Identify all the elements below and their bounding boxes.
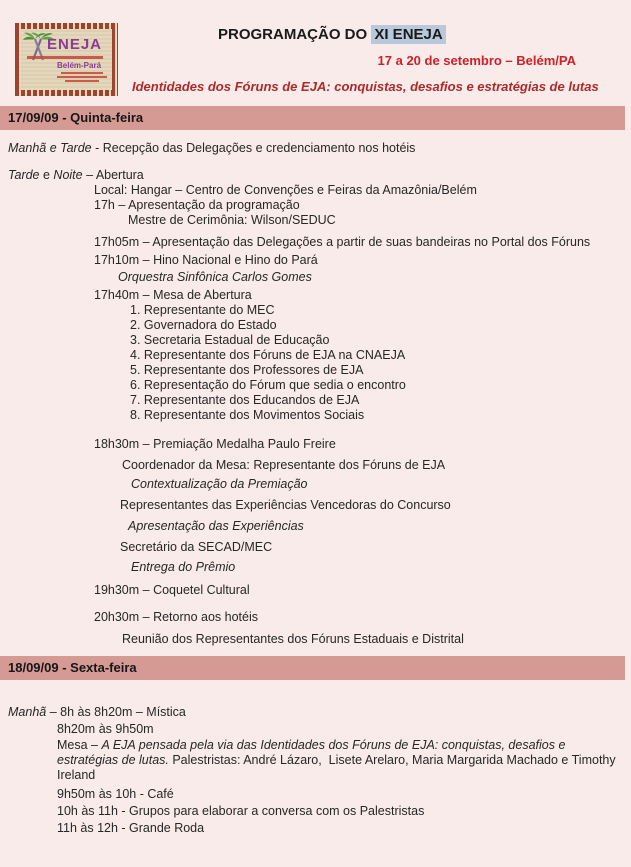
event-theme: Identidades dos Fóruns de EJA: conquistas, desafios e estratégias de lutas: [132, 79, 599, 94]
schedule-line: [130, 378, 631, 393]
schedule-text: 6. Representação do Fórum que sedia o encontro: [130, 378, 406, 392]
schedule-line: [94, 288, 631, 303]
schedule-line: [57, 804, 631, 819]
schedule-text: 5. Representante dos Professores de EJA: [130, 363, 364, 377]
schedule-text-italic: Manhã e Tarde: [8, 141, 92, 155]
schedule-line: [94, 198, 631, 213]
schedule-line: [94, 235, 631, 250]
section-heading: 18/09/09 - Sexta-feira: [0, 656, 625, 680]
schedule-text: 8h20m às 9h50m: [57, 722, 154, 736]
schedule-line: [94, 183, 631, 198]
schedule-text: 17h10m – Hino Nacional e Hino do Pará: [94, 253, 318, 267]
schedule-text: 4. Representante dos Fóruns de EJA na CNAEJA: [130, 348, 406, 362]
schedule-line: [122, 458, 631, 473]
event-date: 17 a 20 de setembro – Belém/PA: [377, 53, 576, 68]
schedule-line: [130, 393, 631, 408]
schedule-text: – 8h às 8h20m – Mística: [46, 705, 186, 719]
title-highlighted-selection: XI ENEJA: [371, 25, 445, 44]
schedule-text: 19h30m – Coquetel Cultural: [94, 583, 250, 597]
schedule-text: – Abertura: [82, 168, 144, 182]
schedule-text-italic: Tarde: [8, 168, 40, 182]
schedule-text: Palestristas: André Lázaro, Lisete Arelaro, Maria Margarida Machado e Timothy Ireland: [57, 753, 620, 782]
eneja-logo-inner: [21, 29, 112, 90]
schedule-text: Reunião dos Representantes dos Fóruns Estaduais e Distrital: [122, 632, 464, 646]
schedule-line: [131, 477, 631, 492]
schedule-line: [130, 303, 631, 318]
page-title: [218, 26, 446, 43]
schedule-line: [8, 705, 631, 720]
schedule-line: [120, 540, 631, 555]
schedule-text: e: [39, 168, 54, 182]
schedule-text: 17h05m – Apresentação das Delegações a partir de suas bandeiras no Portal dos Fóruns: [94, 235, 591, 249]
schedule-line: [94, 253, 631, 268]
schedule-text: Secretário da SECAD/MEC: [120, 540, 273, 554]
schedule-line: [120, 498, 631, 513]
schedule-line: [130, 348, 631, 363]
section-heading: 17/09/09 - Quinta-feira: [0, 106, 625, 130]
schedule-text: 20h30m – Retorno aos hotéis: [94, 610, 258, 624]
schedule-line: [130, 333, 631, 348]
schedule-text: 3. Secretaria Estadual de Educação: [130, 333, 330, 347]
schedule-line: [131, 560, 631, 575]
logo-title: ENEJA: [47, 36, 103, 53]
logo-smalltext-strip: [57, 76, 107, 78]
schedule-text: 9h50m às 10h - Café: [57, 787, 174, 801]
schedule-text: 7. Representante dos Educandos de EJA: [130, 393, 360, 407]
schedule-line: [130, 363, 631, 378]
logo-smalltext-strip: [27, 56, 103, 59]
schedule-text-italic: Noite: [53, 168, 83, 182]
title-prefix: PROGRAMAÇÃO DO: [218, 26, 372, 43]
eneja-logo: [15, 23, 118, 96]
schedule-line: [57, 722, 631, 737]
schedule-text: Coordenador da Mesa: Representante dos Fóruns de EJA: [122, 458, 446, 472]
schedule-text: 8. Representante dos Movimentos Sociais: [130, 408, 365, 422]
schedule-line: [128, 519, 631, 534]
schedule: [0, 106, 631, 836]
schedule-line: [57, 738, 619, 783]
schedule-text-italic: Manhã: [8, 705, 47, 719]
schedule-text-italic: Apresentação das Experiências: [128, 519, 304, 533]
schedule-line: [8, 168, 631, 183]
schedule-line: [57, 821, 631, 836]
schedule-text: Mestre de Cerimônia: Wilson/SEDUC: [128, 213, 336, 227]
schedule-text: Representantes das Experiências Vencedoras do Concurso: [120, 498, 451, 512]
schedule-line: [122, 632, 631, 647]
schedule-text: 17h – Apresentação da programação: [94, 198, 300, 212]
schedule-text-italic: A EJA pensada pela via das Identidades dos Fóruns de EJA: conquistas, desafios e estratégias de lutas.: [57, 738, 569, 767]
schedule-text: 2. Governadora do Estado: [130, 318, 277, 332]
schedule-text: 18h30m – Premiação Medalha Paulo Freire: [94, 437, 336, 451]
schedule-text-italic: Contextualização da Premiação: [131, 477, 308, 491]
schedule-text-italic: Orquestra Sinfônica Carlos Gomes: [118, 270, 312, 284]
schedule-line: [130, 318, 631, 333]
header: [0, 0, 631, 106]
schedule-text: - Recepção das Delegações e credenciamento nos hotéis: [91, 141, 416, 155]
schedule-text: 11h às 12h - Grande Roda: [57, 821, 205, 835]
schedule-line: [94, 437, 631, 452]
schedule-text: 17h40m – Mesa de Abertura: [94, 288, 252, 302]
schedule-text: 10h às 11h - Grupos para elaborar a conversa com os Palestristas: [57, 804, 425, 818]
schedule-line: [57, 787, 631, 802]
schedule-text: Local: Hangar – Centro de Convenções e Feiras da Amazônia/Belém: [94, 183, 477, 197]
schedule-line: [94, 583, 631, 598]
logo-location: Belém-Pará: [57, 61, 102, 70]
schedule-line: [130, 408, 631, 423]
logo-smalltext-strip: [65, 80, 99, 82]
schedule-line: [94, 610, 631, 625]
schedule-text: Mesa –: [57, 738, 102, 752]
schedule-text: 1. Representante do MEC: [130, 303, 275, 317]
schedule-line: [128, 213, 631, 228]
schedule-line: [118, 270, 631, 285]
schedule-text-italic: Entrega do Prêmio: [131, 560, 236, 574]
logo-smalltext-strip: [61, 72, 103, 74]
schedule-line: [8, 141, 631, 156]
